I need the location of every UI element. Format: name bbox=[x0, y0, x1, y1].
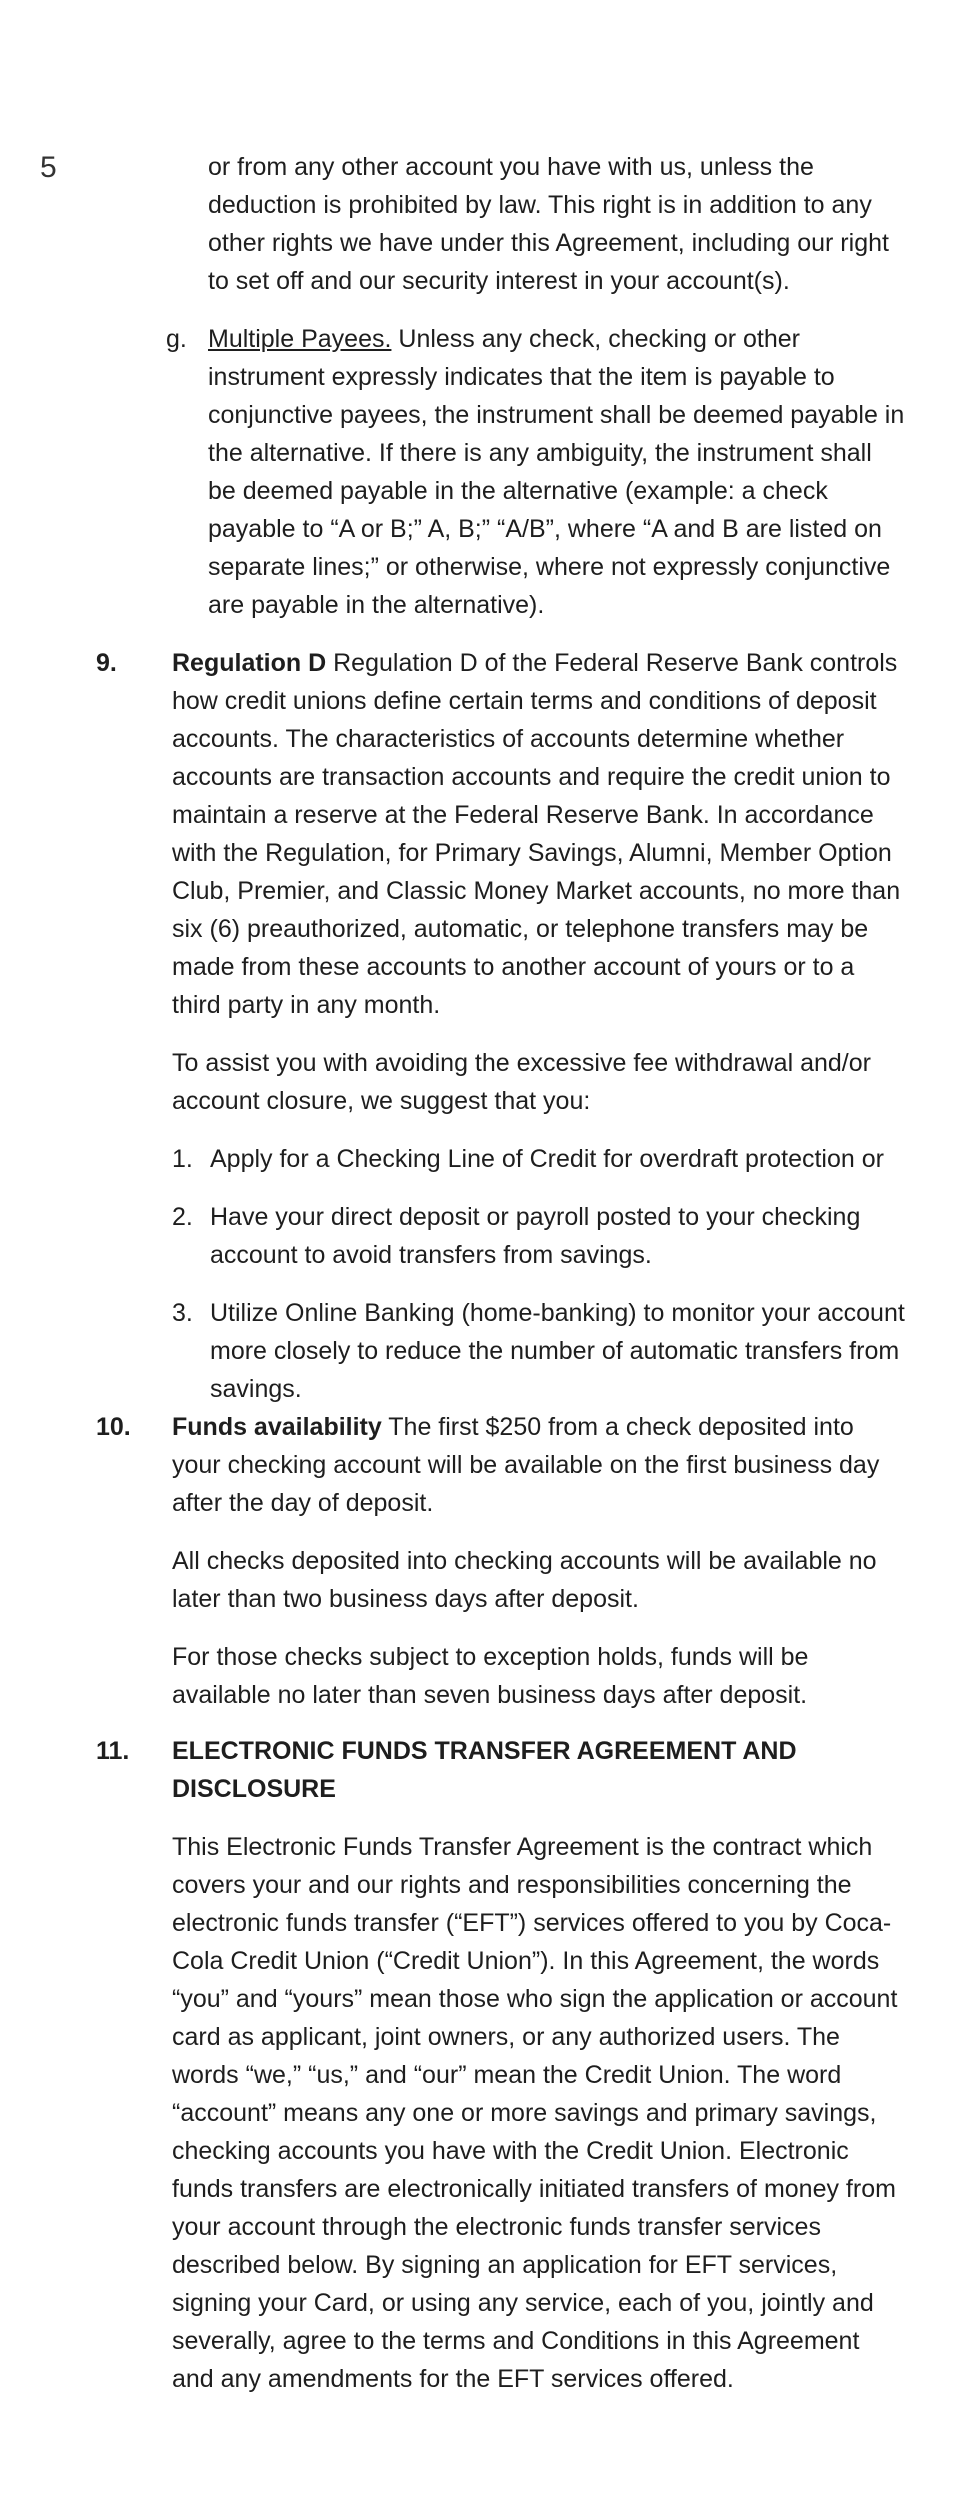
list-item-number: 2. bbox=[172, 1203, 193, 1231]
section-11-title: ELECTRONIC FUNDS TRANSFER AGREEMENT AND DISCLOSURE bbox=[172, 1737, 797, 1803]
continuation-text: or from any other account you have with us, unless the deduction is prohibited by law. This right is in addition to any other rights we have under this Agreement, including our right to set off and our security interest in your account(s). bbox=[208, 153, 889, 295]
list-item-text: Apply for a Checking Line of Credit for overdraft protection or bbox=[210, 1145, 884, 1173]
item-g-title: Multiple Payees. bbox=[208, 325, 392, 353]
list-item bbox=[172, 1294, 906, 1408]
section-9-number: 9. bbox=[96, 649, 117, 677]
section-10-content bbox=[172, 1408, 906, 1714]
section-9-paragraph bbox=[172, 644, 906, 1024]
section-9-content bbox=[172, 644, 906, 1408]
item-g-text: Unless any check, checking or other instrument expressly indicates that the item is payable to conjunctive payees, the instrument shall be deemed payable in the alternative. If there is any ambiguity, the instrument shall be deemed payable in the alternative (example: a check payable to “A or B;” A, B;” “A/B”, where “A and B are listed on separate lines;” or otherwise, where not expressly conjunctive are payable in the alternative). bbox=[208, 325, 905, 619]
item-g bbox=[166, 320, 906, 624]
section-11-number: 11. bbox=[96, 1737, 130, 1765]
list-item bbox=[172, 1198, 906, 1274]
list-item-number: 1. bbox=[172, 1145, 193, 1173]
section-9-assist-text: To assist you with avoiding the excessive fee withdrawal and/or account closure, we suggest that you: bbox=[172, 1049, 871, 1115]
continuation-paragraph bbox=[208, 148, 908, 320]
section-9-title: Regulation D bbox=[172, 649, 327, 677]
section-11-text: This Electronic Funds Transfer Agreement is the contract which covers your and our rights and responsibilities concerning the electronic funds transfer (“EFT”) services offered to you by Coca-Cola Credit Union (“Credit Union”). In this Agreement, the words “you” and “yours” mean those who sign the application or account card as applicant, joint owners, or any authorized users. The words “we,” “us,” and “our” mean the Credit Union. The word “account” means any one or more savings and primary savings, checking accounts you have with the Credit Union. Electronic funds transfers are electronically initiated transfers of money from your account through the electronic funds transfer services described below. By signing an application for EFT services, signing your Card, or using any service, each of you, jointly and severally, agree to the terms and Conditions in this Agreement and any amendments for the EFT services offered. bbox=[172, 1833, 898, 2393]
section-10-paragraph-3: For those checks subject to exception holds, funds will be available no later than seven business days after deposit. bbox=[172, 1643, 809, 1709]
item-g-marker: g. bbox=[166, 325, 187, 353]
section-10-title: Funds availability bbox=[172, 1413, 382, 1441]
section-10-text: The first $250 from a check deposited into your checking account will be available on the first business day after the day of deposit. bbox=[172, 1413, 880, 1517]
page-number: 5 bbox=[40, 151, 57, 184]
list-item-text: Have your direct deposit or payroll posted to your checking account to avoid transfers from savings. bbox=[210, 1203, 861, 1269]
section-10-paragraph bbox=[172, 1408, 906, 1522]
list-item-text: Utilize Online Banking (home-banking) to monitor your account more closely to reduce the number of automatic transfers from savings. bbox=[210, 1299, 905, 1403]
item-g-body bbox=[208, 320, 906, 624]
section-11 bbox=[96, 1732, 906, 2418]
section-10-paragraph-2: All checks deposited into checking accounts will be available no later than two business days after deposit. bbox=[172, 1547, 877, 1613]
section-11-content bbox=[172, 1732, 906, 2398]
section-10 bbox=[96, 1408, 906, 1734]
section-10-number: 10. bbox=[96, 1413, 131, 1441]
section-9-text: Regulation D of the Federal Reserve Bank controls how credit unions define certain terms and conditions of deposit accounts. The characteristics of accounts determine whether accounts are transaction accounts and require the credit union to maintain a reserve at the Federal Reserve Bank. In accordance with the Regulation, for Primary Savings, Alumni, Member Option Club, Premier, and Classic Money Market accounts, no more than six (6) preauthorized, automatic, or telephone transfers may be made from these accounts to another account of yours or to a third party in any month. bbox=[172, 649, 901, 1019]
list-item bbox=[172, 1140, 906, 1178]
list-item-number: 3. bbox=[172, 1299, 193, 1327]
section-9 bbox=[96, 644, 906, 1428]
